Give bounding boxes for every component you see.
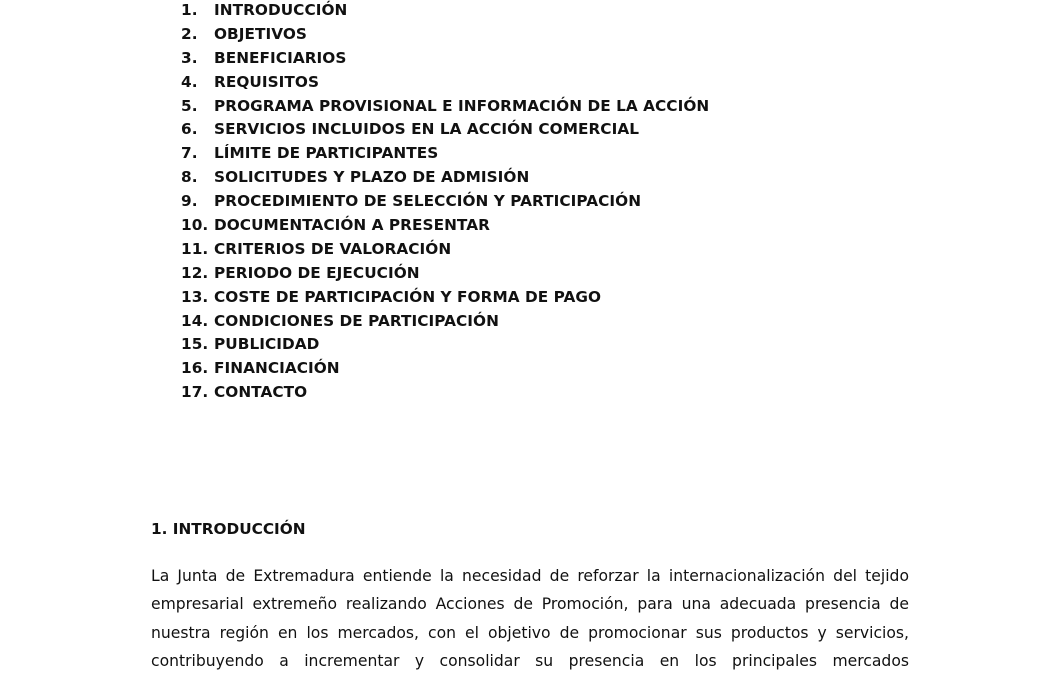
toc-item-number: 3. bbox=[181, 48, 198, 67]
toc-item-number: 4. bbox=[181, 72, 198, 91]
toc-item-label: REQUISITOS bbox=[214, 72, 320, 91]
toc-item-label: SERVICIOS INCLUIDOS EN LA ACCIÓN COMERCIAL bbox=[214, 120, 640, 139]
paragraph-line: contribuyendo a incrementar y consolidar su presencia en los principales mercados bbox=[151, 652, 909, 671]
toc-item bbox=[181, 311, 709, 335]
toc-item-number: 7. bbox=[181, 144, 198, 163]
toc-item-number: 14. bbox=[181, 311, 209, 330]
toc-item-label: PERIODO DE EJECUCIÓN bbox=[214, 263, 420, 282]
toc-item-label: OBJETIVOS bbox=[214, 24, 307, 43]
paragraph-line: nuestra región en los mercados, con el objetivo de promocionar sus productos y servicios, bbox=[151, 623, 909, 642]
toc-item-label: INTRODUCCIÓN bbox=[214, 1, 348, 19]
toc-item-label: PUBLICIDAD bbox=[214, 335, 320, 354]
toc-item-label: BENEFICIARIOS bbox=[214, 48, 347, 67]
toc-item-number: 11. bbox=[181, 239, 209, 258]
table-of-contents bbox=[181, 0, 709, 406]
toc-item bbox=[181, 215, 709, 239]
paragraph-line: La Junta de Extremadura entiende la necesidad de reforzar la internacionalización del tejido bbox=[151, 567, 909, 585]
toc-item-label: CRITERIOS DE VALORACIÓN bbox=[214, 239, 452, 258]
toc-item-number: 9. bbox=[181, 192, 198, 211]
toc-item bbox=[181, 143, 709, 167]
toc-item-label: DOCUMENTACIÓN A PRESENTAR bbox=[214, 216, 490, 235]
toc-item-label: LÍMITE DE PARTICIPANTES bbox=[214, 144, 439, 163]
toc-item bbox=[181, 287, 709, 311]
toc-item-number: 8. bbox=[181, 168, 198, 187]
toc-item-number: 6. bbox=[181, 120, 198, 139]
toc-item-label: PROCEDIMIENTO DE SELECCIÓN Y PARTICIPACIÓN bbox=[214, 192, 642, 211]
paragraph-line: empresarial extremeño realizando Acciones de Promoción, para una adecuada presencia de bbox=[151, 595, 909, 614]
toc-item bbox=[181, 96, 709, 120]
toc-item bbox=[181, 72, 709, 96]
toc-item-label: FINANCIACIÓN bbox=[214, 359, 340, 378]
toc-item-number: 12. bbox=[181, 263, 209, 282]
toc-item-label: COSTE DE PARTICIPACIÓN Y FORMA DE PAGO bbox=[214, 287, 602, 306]
toc-item-number: 5. bbox=[181, 96, 198, 115]
toc-item-label: CONDICIONES DE PARTICIPACIÓN bbox=[214, 311, 499, 330]
toc-item-label: CONTACTO bbox=[214, 383, 308, 402]
toc-item-label: SOLICITUDES Y PLAZO DE ADMISIÓN bbox=[214, 168, 530, 187]
toc-item bbox=[181, 334, 709, 358]
toc-item bbox=[181, 0, 709, 24]
toc-item-number: 15. bbox=[181, 335, 209, 354]
toc-item-number: 13. bbox=[181, 287, 209, 306]
toc-item bbox=[181, 263, 709, 287]
section-heading: 1. INTRODUCCIÓN bbox=[151, 520, 306, 538]
toc-item-number: 1. bbox=[181, 1, 198, 19]
toc-item bbox=[181, 358, 709, 382]
toc-item-number: 16. bbox=[181, 359, 209, 378]
toc-item bbox=[181, 167, 709, 191]
toc-item bbox=[181, 239, 709, 263]
introduction-paragraph bbox=[151, 562, 909, 676]
toc-item bbox=[181, 191, 709, 215]
toc-item bbox=[181, 48, 709, 72]
toc-item-label: PROGRAMA PROVISIONAL E INFORMACIÓN DE LA ACCIÓN bbox=[214, 96, 710, 115]
toc-item bbox=[181, 24, 709, 48]
toc-item bbox=[181, 119, 709, 143]
toc-item-number: 2. bbox=[181, 24, 198, 43]
toc-item bbox=[181, 382, 709, 406]
toc-item-number: 17. bbox=[181, 383, 209, 402]
toc-item-number: 10. bbox=[181, 216, 209, 235]
